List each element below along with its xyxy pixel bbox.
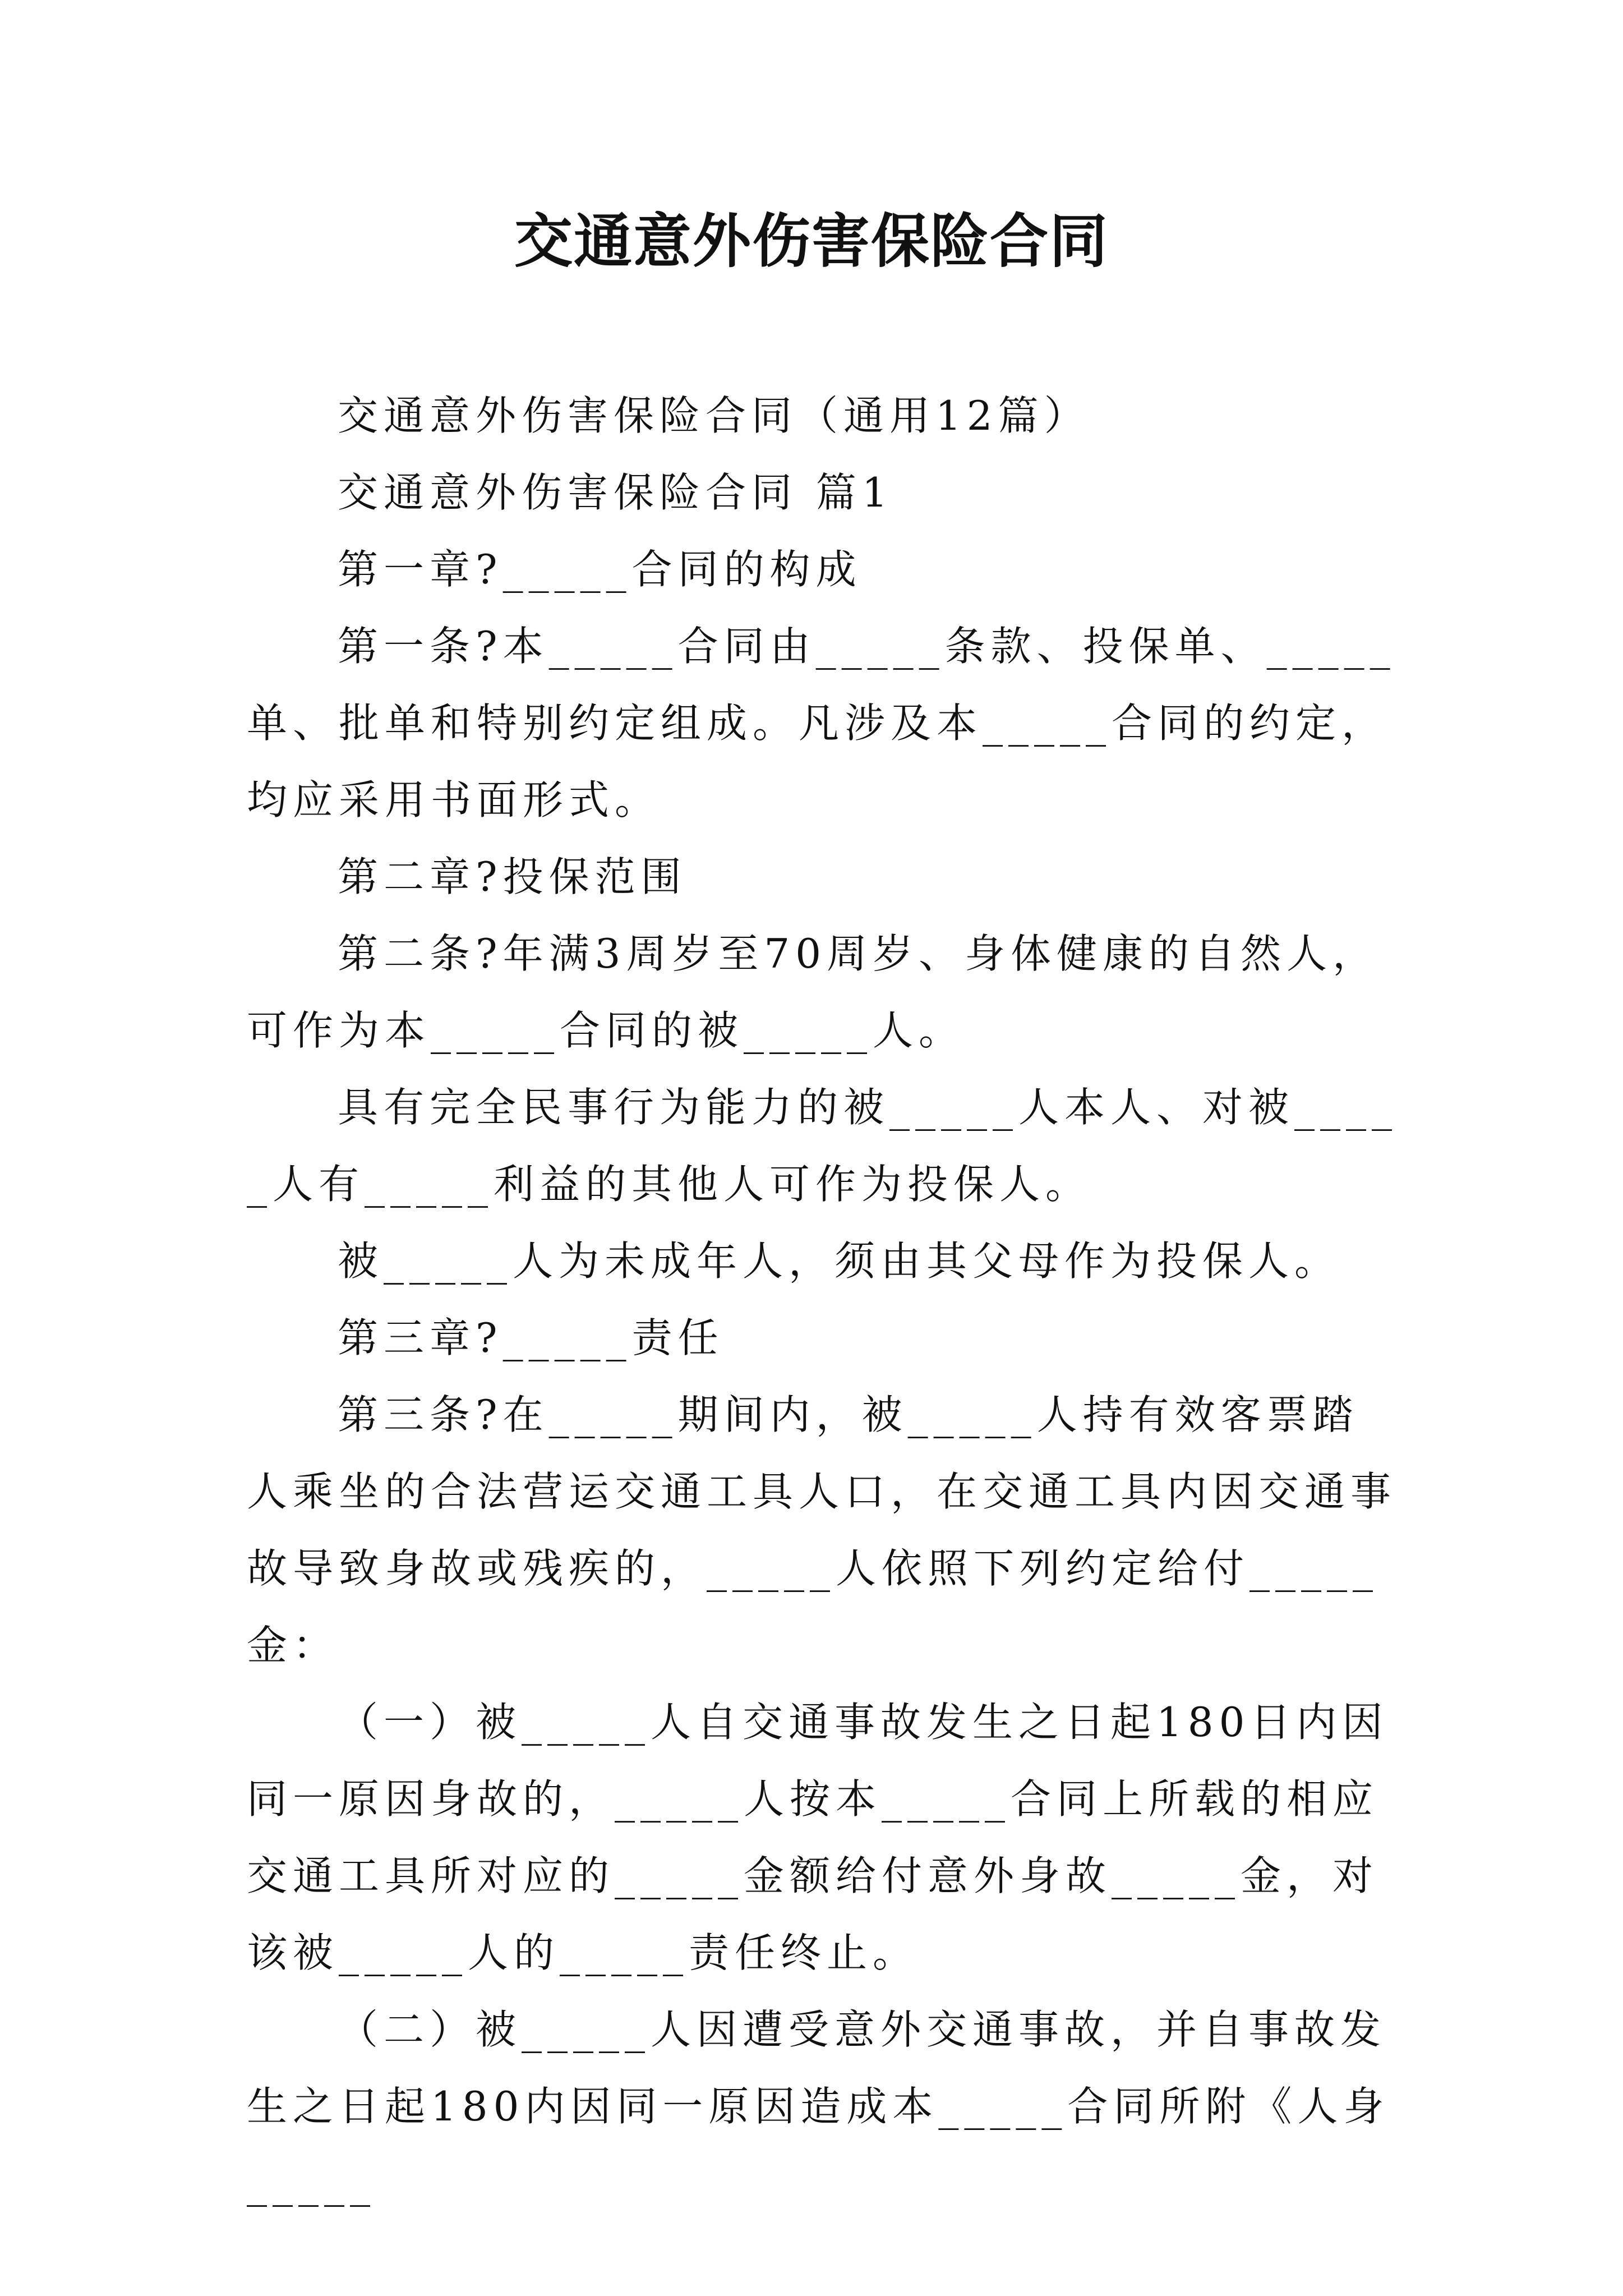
paragraph-section-heading: 交通意外伤害保险合同 篇1 [338, 469, 893, 516]
document-title: 交通意外伤害保险合同 [514, 206, 1109, 275]
paragraph-subtitle: 交通意外伤害保险合同（通用12篇） [338, 392, 1090, 439]
paragraph-chapter-3: 第三章?_____责任 [338, 1314, 724, 1361]
paragraph-policyholder-eligibility: 具有完全民事行为能力的被_____人本人、对被_____人有_____利益的其他人可作为投保人。 [247, 1084, 1398, 1208]
paragraph-article-3: 第三条?在_____期间内，被_____人持有效客票踏人乘坐的合法营运交通工具人口，在交通工具内因交通事故导致身故或残疾的，_____人依照下列约定给付_____金： [247, 1391, 1397, 1669]
paragraph-clause-1: （一）被_____人自交通事故发生之日起180日内因同一原因身故的，_____人按本_____合同上所载的相应交通工具所对应的_____金额给付意外身故_____金，对该被_____人的_____责任终止。 [247, 1699, 1389, 1976]
paragraph-minor-insured: 被_____人为未成年人，须由其父母作为投保人。 [338, 1237, 1341, 1285]
paragraph-chapter-2: 第二章?投保范围 [338, 853, 687, 900]
document-body [247, 378, 1402, 2222]
paragraph-clause-2: （二）被_____人因遭受意外交通事故，并自事故发生之日起180内因同一原因造成本_____合同所附《人身_____ [247, 2006, 1390, 2207]
paragraph-article-1: 第一条?本_____合同由_____条款、投保单、_____单、批单和特别约定组成。凡涉及本_____合同的约定，均应采用书面形式。 [247, 623, 1396, 823]
paragraph-chapter-1: 第一章?_____合同的构成 [338, 546, 862, 593]
paragraph-article-2: 第二条?年满3周岁至70周岁、身体健康的自然人，可作为本_____合同的被_____人。 [247, 930, 1379, 1054]
